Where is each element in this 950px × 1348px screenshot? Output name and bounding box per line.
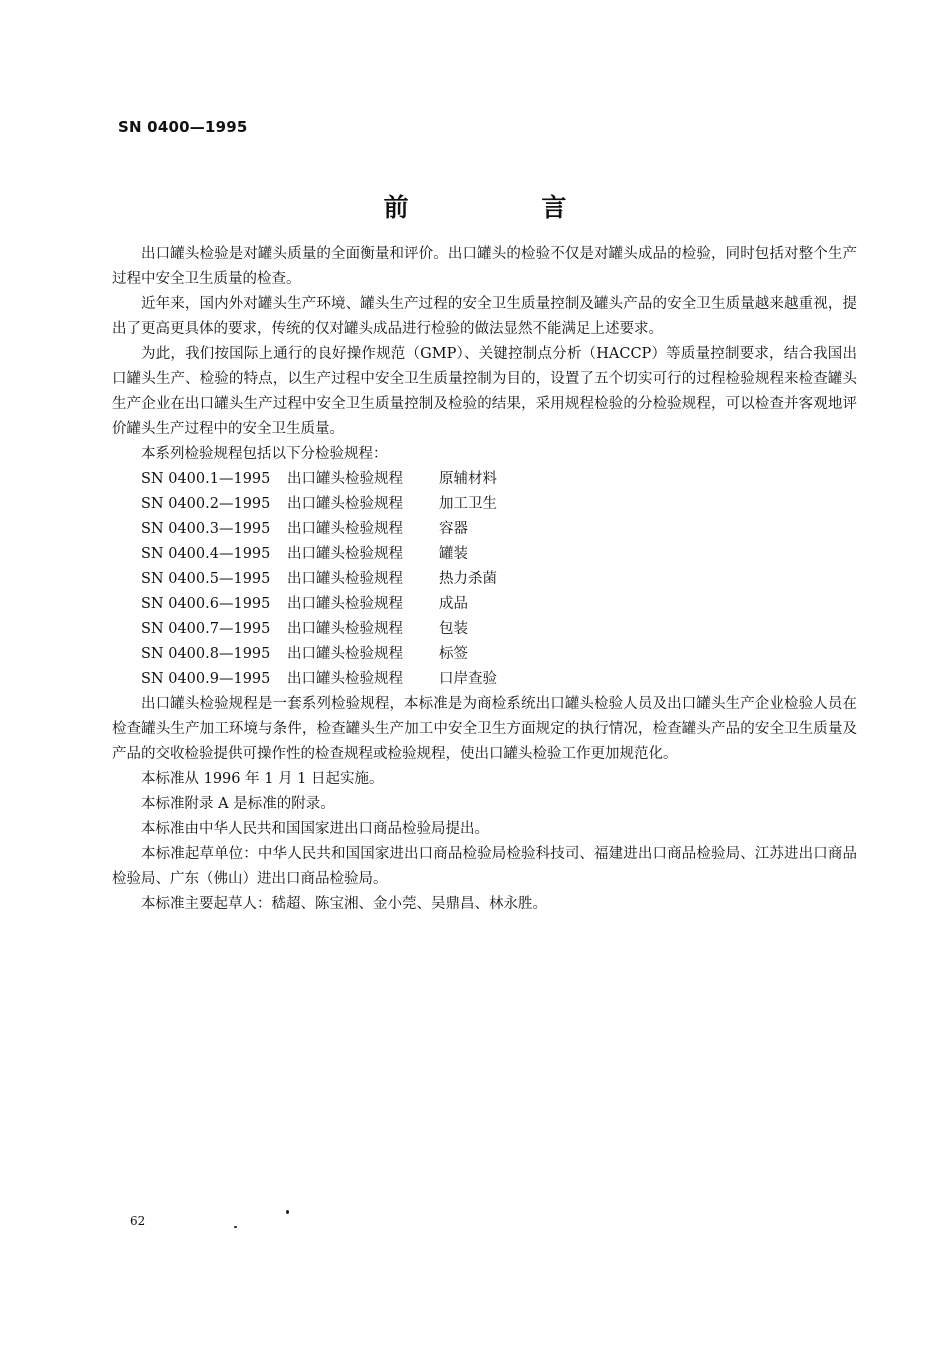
standard-number: SN 0400.2—1995 — [141, 496, 271, 512]
standard-name: 出口罐头检验规程 — [287, 621, 403, 637]
standard-topic: 原辅材料 — [439, 471, 497, 487]
standards-list — [112, 467, 857, 692]
paragraph: 本标准起草单位：中华人民共和国国家进出口商品检验局检验科技司、福建进出口商品检验局、江苏进出口商品检验局、广东（佛山）进出口商品检验局。 — [112, 846, 857, 887]
standard-topic: 成品 — [439, 596, 468, 612]
standard-name: 出口罐头检验规程 — [287, 496, 403, 512]
page-title: 前 言 — [383, 193, 629, 222]
standard-topic: 罐装 — [439, 546, 468, 562]
paragraph: 为此，我们按国际上通行的良好操作规范（GMP）、关键控制点分析（HACCP）等质量控制要求，结合我国出口罐头生产、检验的特点，以生产过程中安全卫生质量控制为目的，设置了五个切实可行的过程检验规程来检查罐头生产企业在出口罐头生产过程中安全卫生质量控制及检验的结果，采用规程检验的分检验规程，可以检查并客观地评价罐头生产过程中的安全卫生质量。 — [112, 346, 857, 437]
standard-name: 出口罐头检验规程 — [287, 596, 403, 612]
standard-number: SN 0400.3—1995 — [141, 521, 271, 537]
paragraph: 出口罐头检验规程是一套系列检验规程，本标准是为商检系统出口罐头检验人员及出口罐头生产企业检验人员在检查罐头生产加工环境与条件，检查罐头生产加工中安全卫生方面规定的执行情况，检查罐头产品的安全卫生质量及产品的交收检验提供可操作性的检查规程或检验规程，使出口罐头检验工作更加规范化。 — [112, 696, 857, 762]
standard-name: 出口罐头检验规程 — [287, 546, 403, 562]
standard-number: SN 0400.4—1995 — [141, 546, 271, 562]
paragraph: 本标准从 1996 年 1 月 1 日起实施。 — [141, 771, 384, 787]
standard-number: SN 0400.8—1995 — [141, 646, 271, 662]
standard-name: 出口罐头检验规程 — [287, 646, 403, 662]
paragraph: 本标准主要起草人：嵇超、陈宝湘、金小莞、吴鼎昌、林永胜。 — [141, 896, 547, 912]
standard-name: 出口罐头检验规程 — [287, 521, 403, 537]
standard-number: SN 0400.9—1995 — [141, 671, 271, 687]
page-number: 62 — [130, 1214, 146, 1228]
standard-topic: 加工卫生 — [439, 496, 497, 512]
standard-topic: 口岸查验 — [439, 671, 497, 687]
foreword-body — [112, 242, 857, 917]
standard-topic: 热力杀菌 — [439, 571, 497, 587]
paragraph: 本系列检验规程包括以下分检验规程： — [141, 446, 388, 462]
scan-speck — [234, 1226, 237, 1228]
list-item — [112, 667, 857, 692]
standard-topic: 标签 — [439, 646, 468, 662]
standard-code: SN 0400—1995 — [118, 118, 248, 136]
standard-number: SN 0400.1—1995 — [141, 471, 271, 487]
standard-topic: 容器 — [439, 521, 468, 537]
list-item — [112, 617, 857, 642]
standard-name: 出口罐头检验规程 — [287, 671, 403, 687]
standard-name: 出口罐头检验规程 — [287, 571, 403, 587]
paragraph: 近年来，国内外对罐头生产环境、罐头生产过程的安全卫生质量控制及罐头产品的安全卫生质量越来越重视，提出了更高更具体的要求，传统的仅对罐头成品进行检验的做法显然不能满足上述要求。 — [112, 296, 857, 337]
list-item — [112, 467, 857, 492]
list-item — [112, 492, 857, 517]
list-item — [112, 542, 857, 567]
list-item — [112, 642, 857, 667]
list-item — [112, 592, 857, 617]
paragraph: 本标准由中华人民共和国国家进出口商品检验局提出。 — [141, 821, 489, 837]
standard-topic: 包装 — [439, 621, 468, 637]
paragraph: 本标准附录 A 是标准的附录。 — [141, 796, 335, 812]
standard-number: SN 0400.5—1995 — [141, 571, 271, 587]
scan-speck — [286, 1210, 289, 1214]
standard-name: 出口罐头检验规程 — [287, 471, 403, 487]
standard-number: SN 0400.7—1995 — [141, 621, 271, 637]
list-item — [112, 567, 857, 592]
standard-number: SN 0400.6—1995 — [141, 596, 271, 612]
list-item — [112, 517, 857, 542]
paragraph: 出口罐头检验是对罐头质量的全面衡量和评价。出口罐头的检验不仅是对罐头成品的检验，同时包括对整个生产过程中安全卫生质量的检查。 — [112, 246, 857, 287]
